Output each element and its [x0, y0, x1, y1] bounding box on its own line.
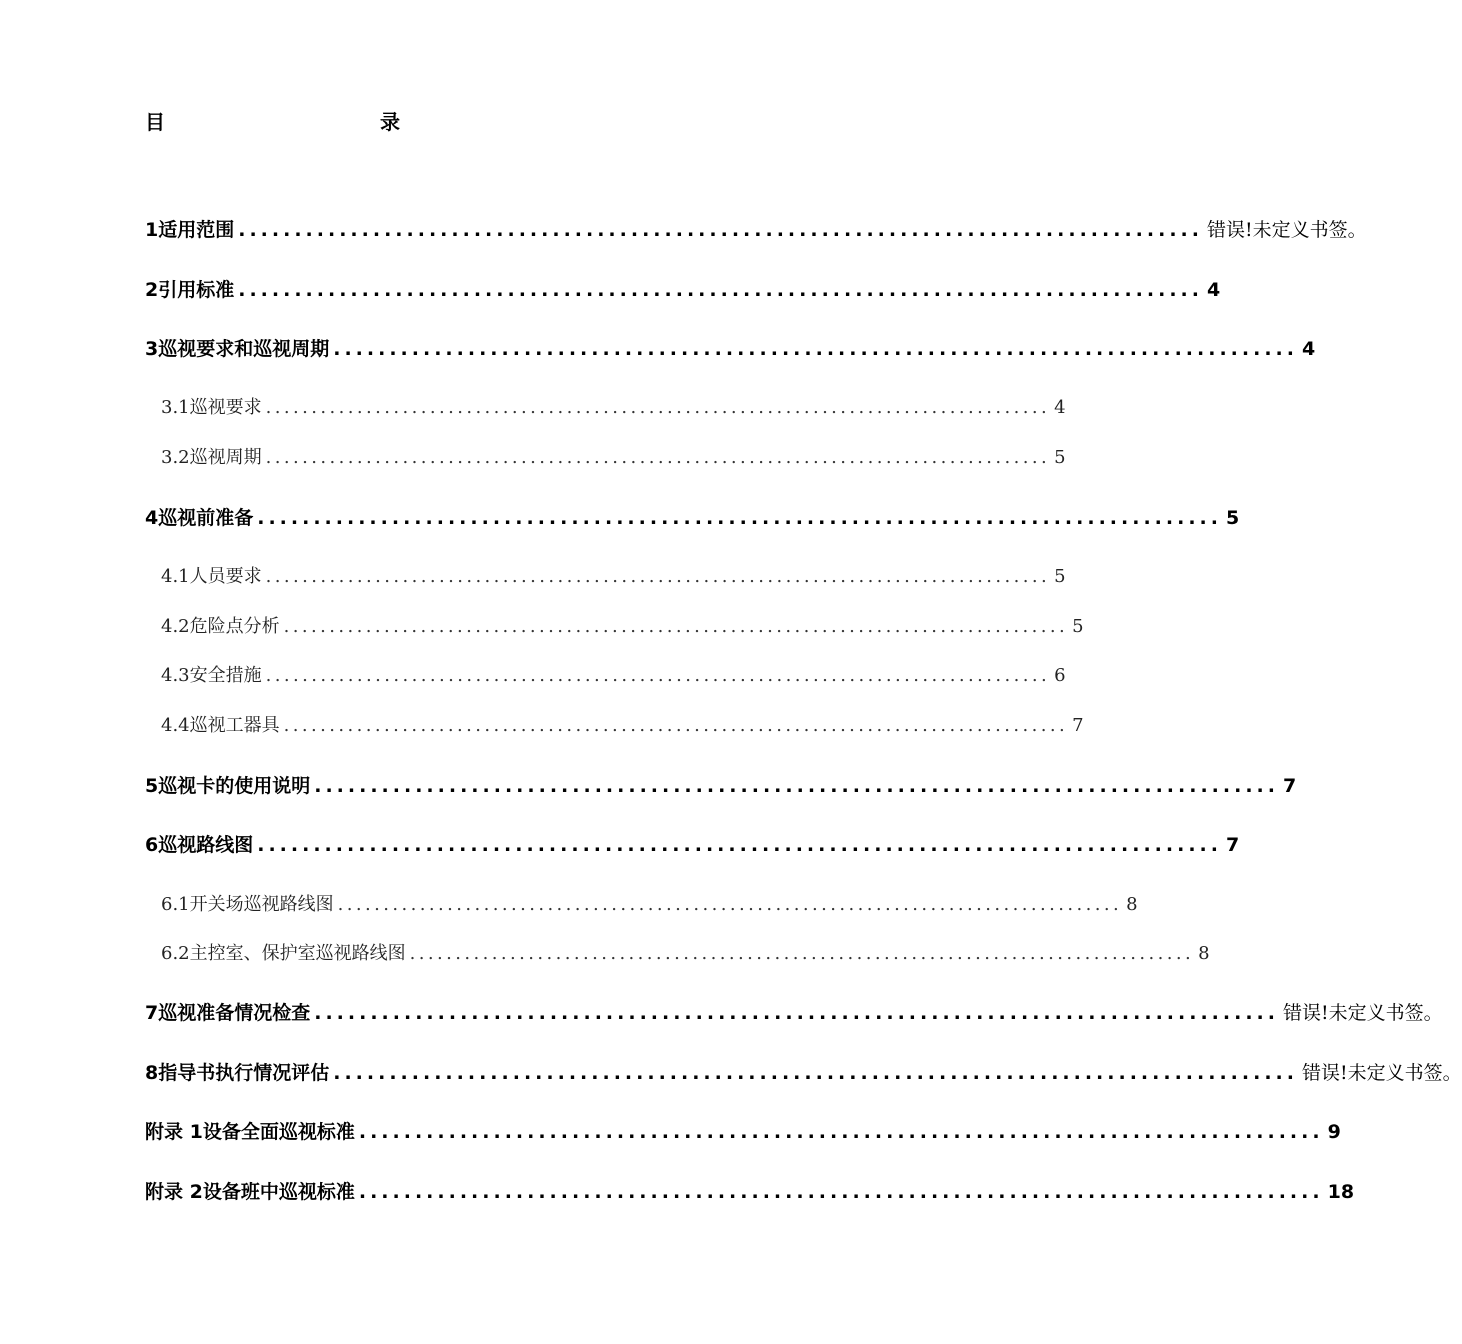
toc-entry-label: 巡视路线图 [158, 834, 254, 856]
toc-entry-label: 巡视要求 [189, 397, 262, 418]
toc-leader-dots: ...................................................................................... [283, 616, 1069, 637]
toc-entry-label: 人员要求 [189, 566, 262, 587]
toc-leader-dots: ...................................................................................... [265, 665, 1051, 686]
toc-leader-dots: ...................................................................................... [409, 943, 1195, 964]
toc-entry-label: 安全措施 [189, 665, 262, 686]
toc-entry-number: 3.1 [161, 397, 190, 418]
toc-leader-dots: ...................................................................................... [358, 1181, 1324, 1203]
toc-entry-page: 18 [1327, 1181, 1355, 1203]
toc-entry-number: 2 [145, 279, 159, 301]
toc-entry-number: 3 [145, 338, 159, 360]
toc-leader-dots: ...................................................................................... [257, 834, 1222, 856]
toc-leader-dots: ...................................................................................... [337, 894, 1123, 915]
toc-heading-right: 录 [380, 110, 400, 134]
toc-entry-number: 1 [145, 219, 159, 241]
toc-entry-6-2[interactable] [161, 939, 1210, 969]
toc-entry-page: 4 [1301, 338, 1316, 360]
toc-entry-number: 4 [145, 507, 159, 529]
toc-entry-label: 适用范围 [158, 219, 235, 241]
toc-entry-3-1[interactable] [161, 393, 1066, 423]
toc-entry-1[interactable] [145, 215, 1367, 245]
toc-leader-dots: ...................................................................................... [265, 397, 1051, 418]
toc-entry-label: 引用标准 [158, 279, 235, 301]
toc-entry-page: 5 [1054, 447, 1066, 468]
toc-heading [145, 106, 415, 136]
toc-entry-number: 6.2 [161, 943, 190, 964]
toc-heading-left: 目 [145, 110, 165, 134]
toc-entry-label: 巡视前准备 [158, 507, 254, 529]
toc-leader-dots: ...................................................................................... [358, 1121, 1324, 1143]
toc-entry-3-2[interactable] [161, 443, 1066, 473]
toc-entry-number: 3.2 [161, 447, 190, 468]
toc-entry-page: 5 [1225, 507, 1240, 529]
toc-entry-number: 4.3 [161, 665, 190, 686]
toc-entry-number: 附录 2 [145, 1181, 203, 1203]
toc-entry-label: 危险点分析 [189, 616, 280, 637]
toc-entry-number: 6 [145, 834, 159, 856]
toc-entry-label: 主控室、保护室巡视路线图 [189, 943, 406, 964]
toc-leader-dots: ...................................................................................... [314, 1002, 1279, 1024]
toc-entry-4-2[interactable] [161, 612, 1084, 642]
toc-entry-6[interactable] [145, 830, 1240, 860]
toc-entry-page: 8 [1126, 894, 1138, 915]
toc-entry-page: 错误!未定义书签。 [1301, 1062, 1462, 1084]
toc-entry-page: 4 [1206, 279, 1221, 301]
toc-entry-number: 5 [145, 775, 159, 797]
toc-entry-label: 巡视准备情况检查 [158, 1002, 311, 1024]
toc-entry-number: 4.1 [161, 566, 190, 587]
toc-leader-dots: ...................................................................................... [333, 1062, 1298, 1084]
toc-entry-label: 巡视工器具 [189, 715, 280, 736]
toc-leader-dots: ...................................................................................... [265, 566, 1051, 587]
toc-entry-page: 5 [1054, 566, 1066, 587]
toc-entry-4-4[interactable] [161, 711, 1084, 741]
toc-entry-label: 巡视要求和巡视周期 [158, 338, 330, 360]
toc-entry-page: 9 [1327, 1121, 1341, 1143]
toc-entry-8[interactable] [145, 1058, 1462, 1088]
toc-entry-label: 巡视周期 [189, 447, 262, 468]
toc-leader-dots: ...................................................................................... [333, 338, 1298, 360]
toc-entry-page: 7 [1282, 775, 1297, 797]
toc-entry-number: 4.4 [161, 715, 190, 736]
toc-entry-4-3[interactable] [161, 661, 1066, 691]
toc-leader-dots: ...................................................................................... [265, 447, 1051, 468]
toc-entry-number: 4.2 [161, 616, 190, 637]
toc-entry-appendix-2[interactable] [145, 1177, 1355, 1207]
toc-entry-2[interactable] [145, 275, 1221, 305]
toc-entry-appendix-1[interactable] [145, 1117, 1341, 1147]
toc-entry-3[interactable] [145, 334, 1316, 364]
toc-entry-5[interactable] [145, 771, 1297, 801]
toc-entry-page: 7 [1072, 715, 1084, 736]
toc-entry-label: 巡视卡的使用说明 [158, 775, 311, 797]
toc-entry-6-1[interactable] [161, 890, 1138, 920]
toc-entry-label: 开关场巡视路线图 [189, 894, 334, 915]
toc-entry-number: 8 [145, 1062, 159, 1084]
toc-entry-label: 指导书执行情况评估 [158, 1062, 330, 1084]
toc-entry-label: 设备班中巡视标准 [202, 1181, 355, 1203]
toc-entry-4-1[interactable] [161, 562, 1066, 592]
toc-leader-dots: ...................................................................................... [314, 775, 1279, 797]
toc-leader-dots: ...................................................................................... [238, 279, 1203, 301]
toc-entry-number: 附录 1 [145, 1121, 203, 1143]
toc-entry-4[interactable] [145, 503, 1240, 533]
toc-entry-7[interactable] [145, 998, 1443, 1028]
toc-entry-page: 7 [1225, 834, 1240, 856]
toc-entry-label: 设备全面巡视标准 [202, 1121, 355, 1143]
toc-entry-number: 7 [145, 1002, 159, 1024]
toc-leader-dots: ...................................................................................... [257, 507, 1222, 529]
toc-leader-dots: ...................................................................................... [283, 715, 1069, 736]
toc-entry-page: 8 [1198, 943, 1210, 964]
toc-entry-number: 6.1 [161, 894, 190, 915]
toc-entry-page: 错误!未定义书签。 [1206, 219, 1367, 241]
toc-leader-dots: ...................................................................................... [238, 219, 1203, 241]
toc-entry-page: 4 [1054, 397, 1066, 418]
toc-entry-page: 错误!未定义书签。 [1282, 1002, 1443, 1024]
toc-entry-page: 6 [1054, 665, 1066, 686]
toc-entry-page: 5 [1072, 616, 1084, 637]
